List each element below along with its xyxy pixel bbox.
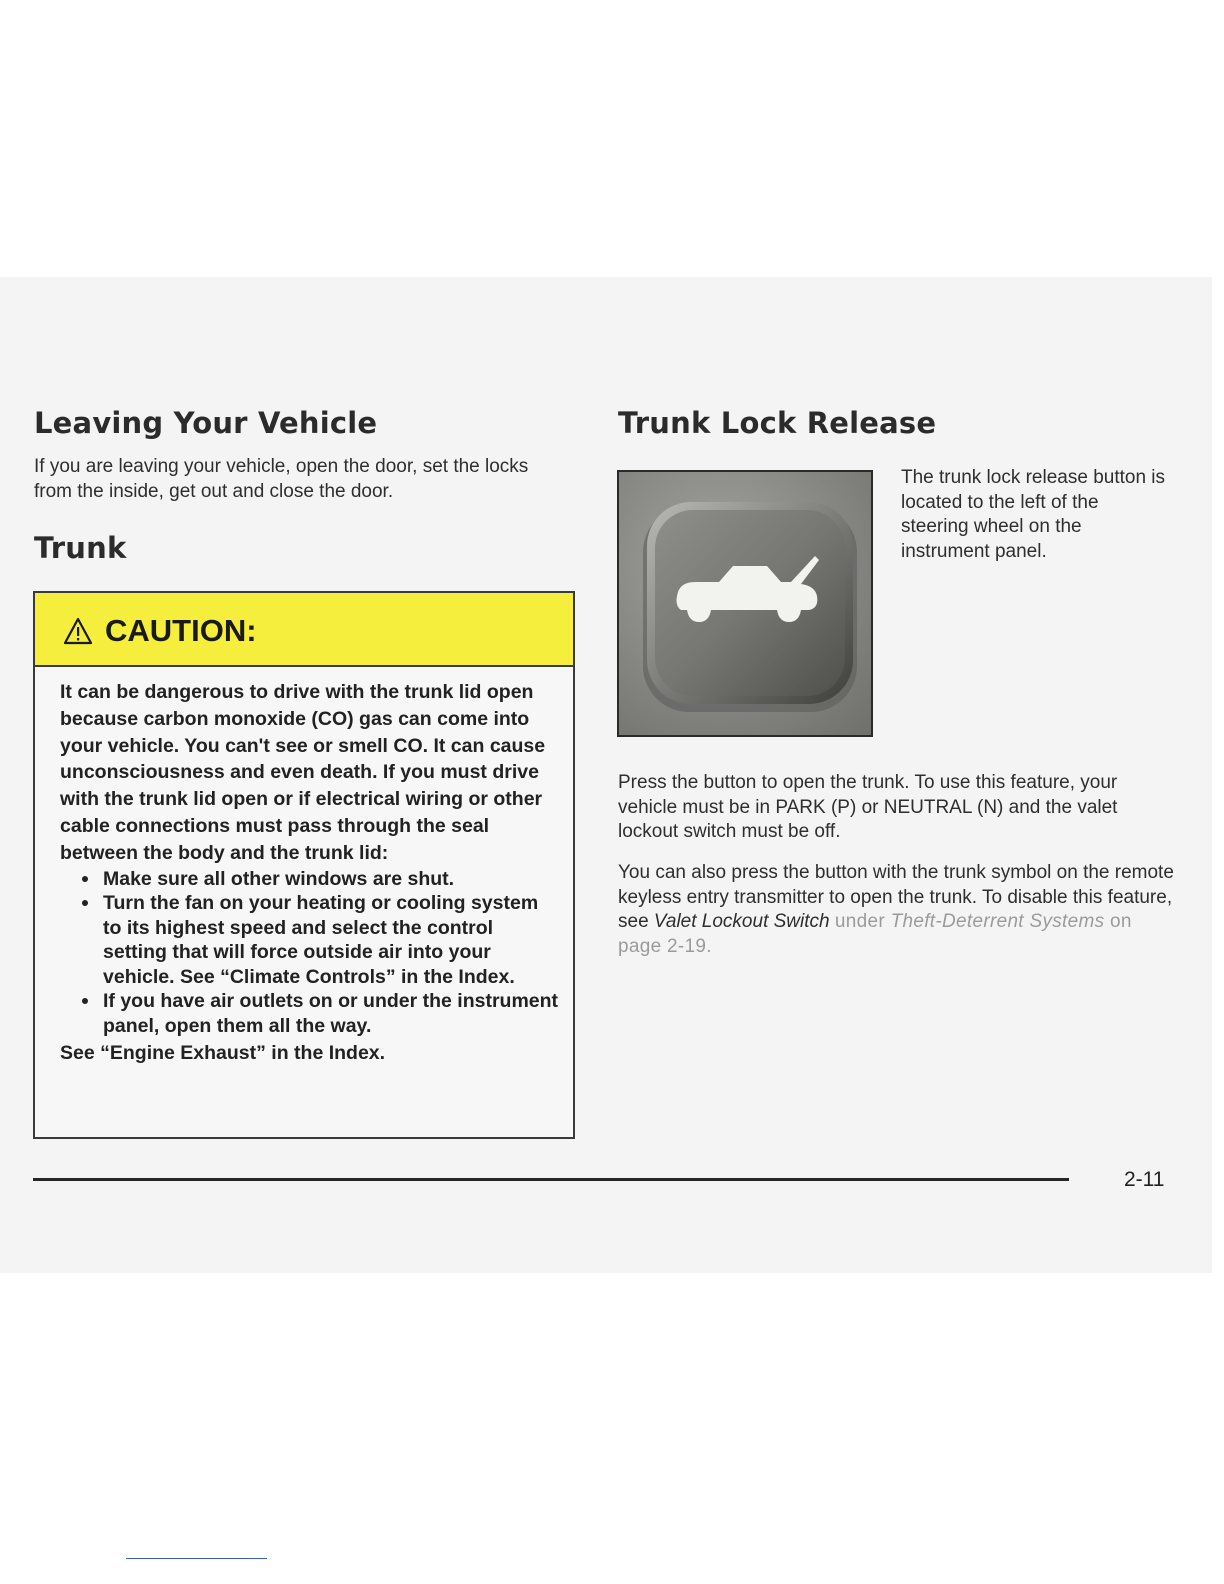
theft-deterrent-systems-reference: Theft-Deterrent Systems xyxy=(890,911,1105,932)
trunk-release-paragraph-1: Press the button to open the trunk. To use this feature, your vehicle must be in PARK (P) or NEUTRAL (N) and the valet lockout switch must be off. xyxy=(618,772,1118,842)
caution-intro: It can be dangerous to drive with the trunk lid open because carbon monoxide (CO) gas can come into your vehicle. You can't see or smell CO. It can cause unconsciousness and even death. If you must drive with the trunk lid open or if electrical wiring or other cable connections must pass through the seal between the body and the trunk lid: xyxy=(60,681,546,864)
caution-bullet-list xyxy=(60,867,560,1039)
caution-see-reference: See “Engine Exhaust” in the Index. xyxy=(60,1042,386,1065)
caution-label: CAUTION: xyxy=(105,613,257,648)
footer-rule xyxy=(33,1178,1069,1181)
valet-lockout-switch-reference: Valet Lockout Switch xyxy=(653,911,830,932)
leaving-vehicle-heading: Leaving Your Vehicle xyxy=(34,406,378,440)
para2-text: You can also press the button with the trunk symbol on the remote keyless entry transmitter to open the trunk. To disable this feature, see xyxy=(618,862,1174,932)
caution-bullet: Make sure all other windows are shut. xyxy=(60,867,560,892)
caution-bullet: If you have air outlets on or under the instrument panel, open them all the way. xyxy=(60,989,560,1038)
warning-triangle-icon xyxy=(63,617,93,645)
caution-body xyxy=(60,679,560,1067)
caution-bullet: Turn the fan on your heating or cooling system to its highest speed and select the control setting that will force outside air into your vehicle. See “Climate Controls” in the Index. xyxy=(60,891,560,989)
trunk-heading: Trunk xyxy=(34,531,127,565)
footer-link-underline[interactable] xyxy=(126,1558,267,1559)
trunk-release-button-photo xyxy=(617,470,873,737)
para2-page-reference: on page 2-19. xyxy=(618,911,1132,957)
page-number: 2-11 xyxy=(1124,1168,1165,1191)
leaving-vehicle-text: If you are leaving your vehicle, open the door, set the locks from the inside, get out and close the door. xyxy=(34,456,529,502)
para2-under: under xyxy=(834,911,891,932)
trunk-button-location-text: The trunk lock release button is located to the left of the steering wheel on the instrument panel. xyxy=(901,467,1166,562)
caution-header xyxy=(35,593,573,667)
trunk-release-button-image xyxy=(619,472,871,735)
trunk-release-paragraph-2 xyxy=(618,861,1178,959)
trunk-lock-release-heading: Trunk Lock Release xyxy=(618,406,937,440)
caution-box xyxy=(33,591,575,1139)
